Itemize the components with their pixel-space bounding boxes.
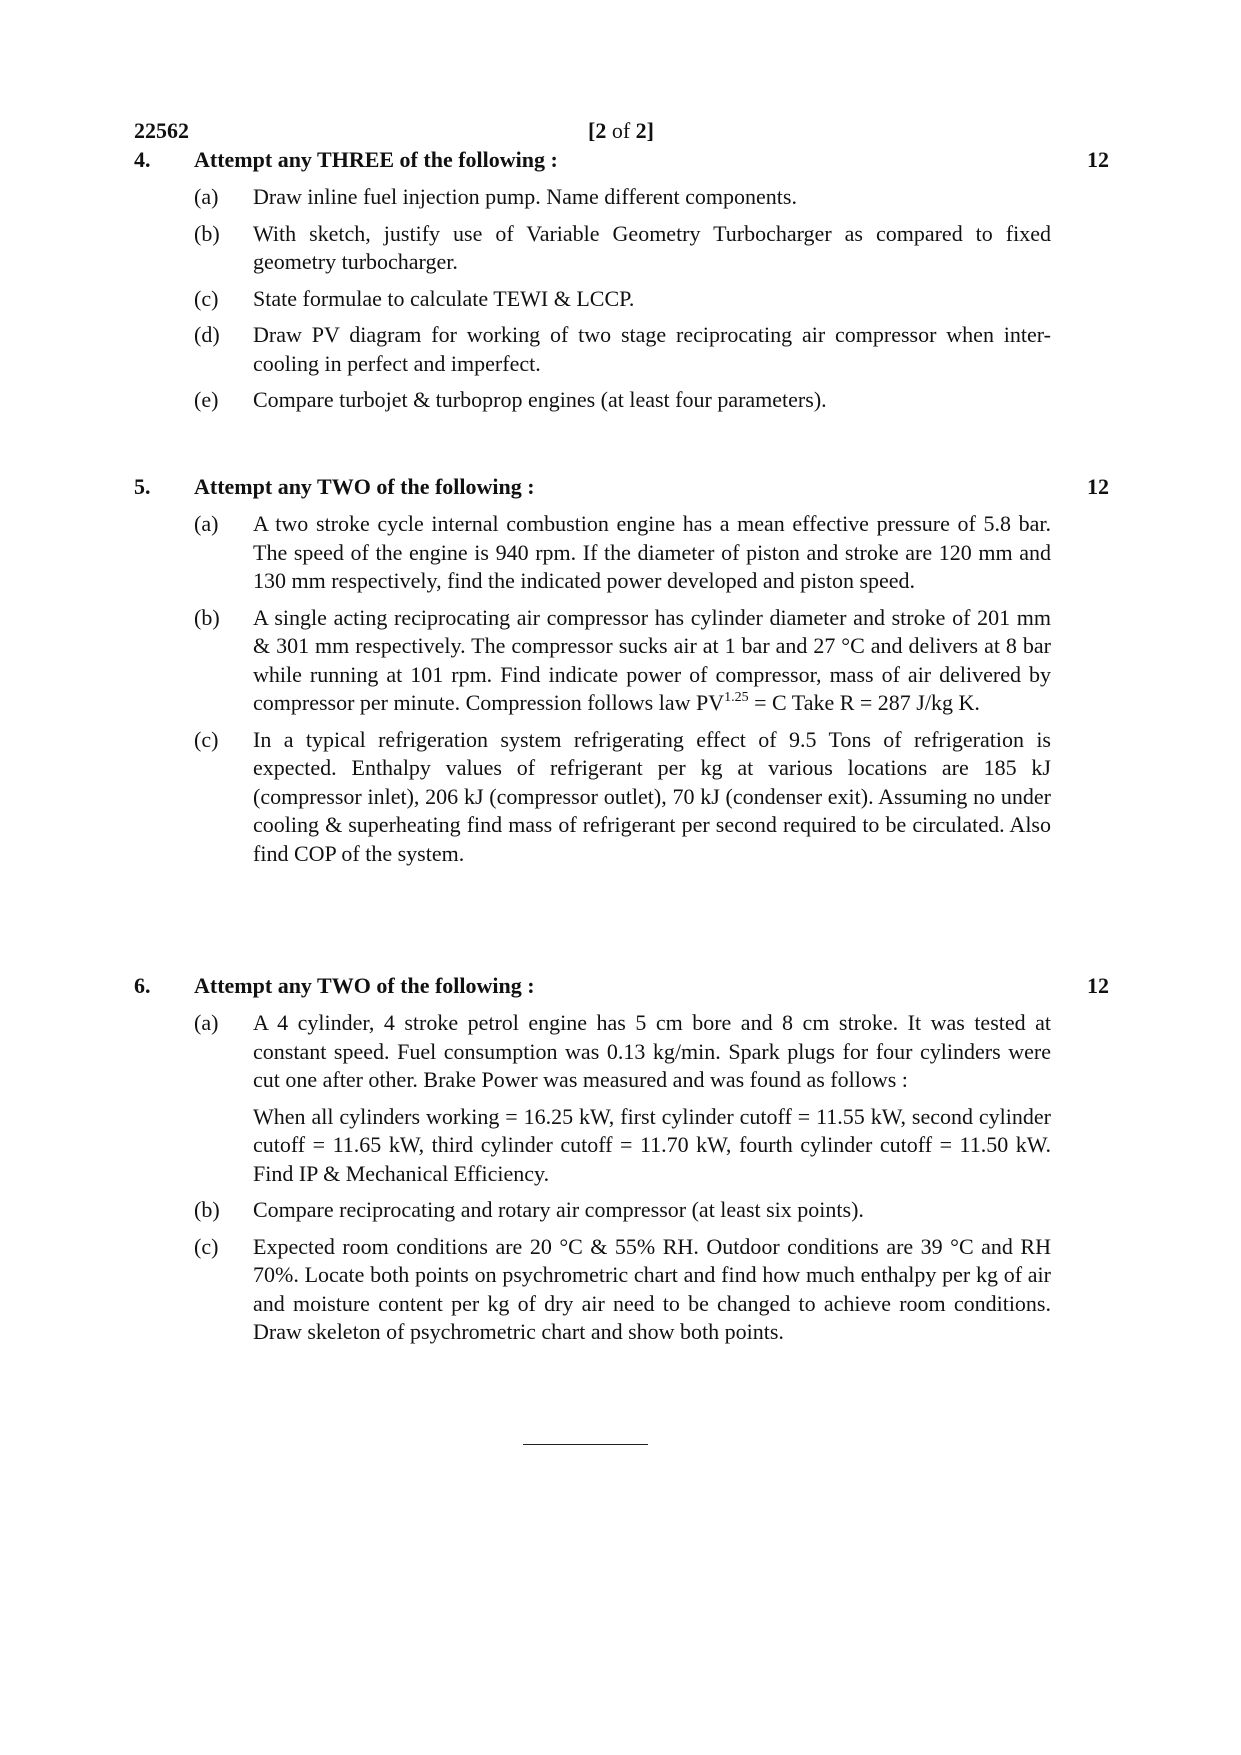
sub-label: (a) — [194, 184, 219, 209]
question-number: 4. — [134, 147, 151, 172]
end-divider — [523, 1444, 648, 1445]
sub-question-b — [194, 1196, 1051, 1225]
question-marks: 12 — [1087, 973, 1109, 998]
question-heading — [134, 474, 1109, 504]
sub-question-b — [194, 604, 1051, 718]
sub-label: (c) — [194, 1233, 219, 1259]
question-4 — [134, 147, 1109, 415]
question-title: Attempt any THREE of the following : — [194, 147, 558, 172]
subject-code: 22562 — [134, 118, 189, 143]
sub-label: (b) — [194, 220, 220, 246]
sub-label: (b) — [194, 604, 220, 630]
question-title: Attempt any TWO of the following : — [194, 474, 535, 499]
sub-question-c — [194, 285, 1051, 314]
question-marks: 12 — [1087, 474, 1109, 499]
sub-text: Expected room conditions are 20 °C & 55% RH. Outdoor conditions are 39 °C and RH 70%. Locate both points on psychrometric chart and find how much enthalpy per kg of air and moisture content per kg of dry air need to be changed to achieve room conditions. Draw skeleton of psychrometric chart and show both points. — [253, 1233, 1051, 1344]
sub-text: Compare reciprocating and rotary air compressor (at least six points). — [253, 1197, 864, 1222]
sub-label: (a) — [194, 511, 219, 536]
question-5 — [134, 474, 1109, 868]
sub-question-c — [194, 726, 1051, 869]
sub-text: State formulae to calculate TEWI & LCCP. — [253, 285, 635, 311]
sub-question-a — [194, 1009, 1051, 1188]
sub-label: (d) — [194, 322, 220, 347]
sub-question-d — [194, 321, 1051, 378]
sub-text: Draw inline fuel injection pump. Name different components. — [253, 184, 797, 209]
sub-text: With sketch, justify use of Variable Geometry Turbocharger as compared to fixed geometry turbocharger. — [253, 220, 1051, 274]
question-heading — [134, 147, 1109, 177]
sub-question-e — [194, 386, 1051, 415]
sub-text: In a typical refrigeration system refrigerating effect of 9.5 Tons of refrigeration is expected. Enthalpy values of refrigerant per kg at various locations are 185 kJ (compressor inlet), 206 kJ (compressor outlet), 70 kJ (condenser exit). Assuming no under cooling & superheating find mass of refrigerant per second required to be circulated. Also find COP of the system. — [253, 726, 1051, 866]
sub-label: (a) — [194, 1010, 219, 1035]
question-6 — [134, 973, 1109, 1347]
sub-text: Draw PV diagram for working of two stage reciprocating air compressor when inter-cooling in perfect and imperfect. — [253, 322, 1051, 376]
question-number: 5. — [134, 474, 151, 499]
sub-label: (c) — [194, 285, 219, 311]
sub-text — [253, 1009, 1051, 1188]
sub-label: (e) — [194, 387, 219, 412]
sub-question-c — [194, 1233, 1051, 1347]
question-number: 6. — [134, 973, 151, 998]
sub-text: Compare turbojet & turboprop engines (at least four parameters). — [253, 387, 827, 412]
sub-paragraph: A 4 cylinder, 4 stroke petrol engine has 5 cm bore and 8 cm stroke. It was tested at constant speed. Fuel consumption was 0.13 kg/min. Spark plugs for four cylinders were cut one after other. Brake Power was measured and was found as follows : — [253, 1010, 1051, 1092]
sub-label: (b) — [194, 1197, 220, 1222]
sub-question-a — [194, 183, 1051, 212]
question-title: Attempt any TWO of the following : — [194, 973, 535, 998]
sub-text: A two stroke cycle internal combustion engine has a mean effective pressure of 5.8 bar. The speed of the engine is 940 rpm. If the diameter of piston and stroke are 120 mm and 130 mm respectively, find the indicated power developed and piston speed. — [253, 511, 1051, 593]
page-indicator: [2 of 2] — [588, 118, 654, 143]
sub-question-b — [194, 220, 1051, 277]
question-marks: 12 — [1087, 147, 1109, 172]
sub-text: A single acting reciprocating air compressor has cylinder diameter and stroke of 201 mm & 301 mm respectively. The compressor sucks air at 1 bar and 27 °C and delivers at 8 bar while running at 101 rpm. Find indicate power of compressor, mass of air delivered by compressor per minute. Compression follows law $PV^{1.25} = C$ Take R = 287 J/kg K. — [253, 604, 1051, 715]
sub-question-a — [194, 510, 1051, 596]
sub-paragraph: When all cylinders working = 16.25 kW, first cylinder cutoff = 11.55 kW, second cylinder cutoff = 11.65 kW, third cylinder cutoff = 11.70 kW, fourth cylinder cutoff = 11.50 kW. Find IP & Mechanical Efficiency. — [253, 1103, 1051, 1186]
sub-label: (c) — [194, 726, 219, 752]
question-heading — [134, 973, 1109, 1003]
